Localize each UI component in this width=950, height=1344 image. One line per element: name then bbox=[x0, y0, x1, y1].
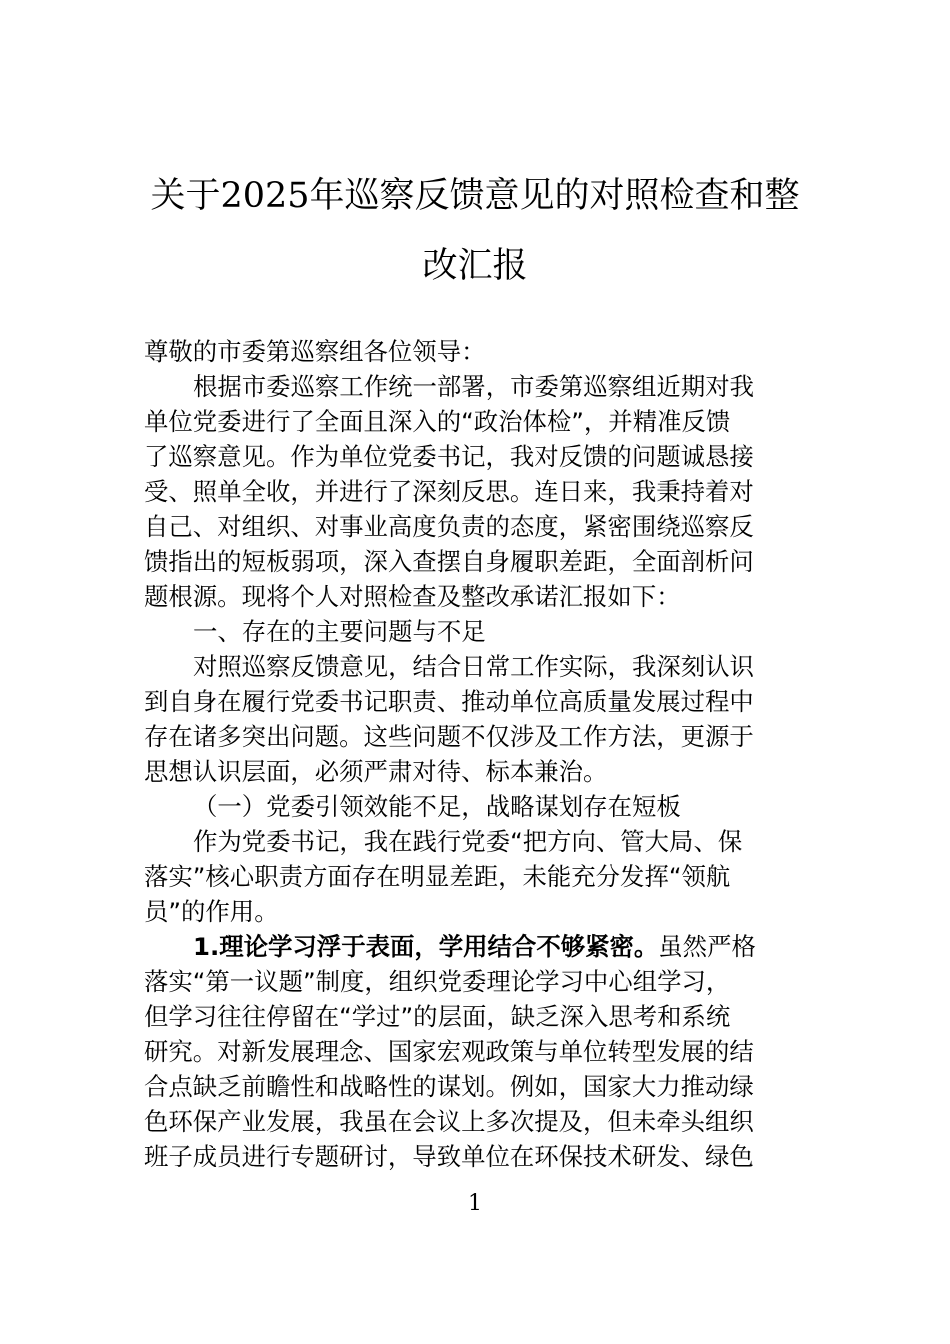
document-title-line-2: 改汇报 bbox=[422, 246, 528, 286]
salutation: 尊敬的市委第巡察组各位领导： bbox=[144, 337, 486, 366]
item-text: 虽然严格 bbox=[658, 932, 756, 961]
paragraph-line: 了巡察意见。作为单位党委书记，我对反馈的问题诚恳接 bbox=[144, 442, 754, 471]
paragraph-line: 自己、对组织、对事业高度负责的态度，紧密围绕巡察反 bbox=[144, 512, 754, 541]
paragraph-line: 对照巡察反馈意见，结合日常工作实际，我深刻认识 bbox=[193, 652, 754, 681]
paragraph-line: 合点缺乏前瞻性和战略性的谋划。例如，国家大力推动绿 bbox=[144, 1072, 754, 1101]
page-number: 1 bbox=[468, 1191, 482, 1216]
item-heading: 1.理论学习浮于表面，学用结合不够紧密。 bbox=[193, 932, 659, 961]
subsection-heading: （一）党委引领效能不足，战略谋划存在短板 bbox=[193, 792, 681, 821]
paragraph-line: 馈指出的短板弱项，深入查摆自身履职差距，全面剖析问 bbox=[144, 547, 754, 576]
paragraph-line: 色环保产业发展，我虽在会议上多次提及，但未牵头组织 bbox=[144, 1107, 754, 1136]
document-body bbox=[144, 334, 814, 1174]
paragraph-line: 作为党委书记，我在践行党委“把方向、管大局、保 bbox=[193, 827, 743, 856]
paragraph-line: 存在诸多突出问题。这些问题不仅涉及工作方法，更源于 bbox=[144, 722, 754, 751]
paragraph-line bbox=[144, 929, 814, 964]
paragraph-line: 员”的作用。 bbox=[144, 897, 279, 926]
paragraph-line: 研究。对新发展理念、国家宏观政策与单位转型发展的结 bbox=[144, 1037, 754, 1066]
paragraph-line: 题根源。现将个人对照检查及整改承诺汇报如下： bbox=[144, 582, 681, 611]
paragraph-line: 但学习往往停留在“学过”的层面，缺乏深入思考和系统 bbox=[144, 1002, 731, 1031]
paragraph-line: 落实“第一议题”制度，组织党委理论学习中心组学习， bbox=[144, 967, 731, 996]
section-heading: 一、存在的主要问题与不足 bbox=[193, 617, 486, 646]
paragraph-line: 根据市委巡察工作统一部署，市委第巡察组近期对我 bbox=[193, 372, 754, 401]
paragraph-line: 受、照单全收，并进行了深刻反思。连日来，我秉持着对 bbox=[144, 477, 754, 506]
paragraph-line: 到自身在履行党委书记职责、推动单位高质量发展过程中 bbox=[144, 687, 754, 716]
paragraph-line: 单位党委进行了全面且深入的“政治体检”，并精准反馈 bbox=[144, 407, 731, 436]
paragraph-line: 落实”核心职责方面存在明显差距，未能充分发挥“领航 bbox=[144, 862, 731, 891]
paragraph-line: 班子成员进行专题研讨，导致单位在环保技术研发、绿色 bbox=[144, 1142, 754, 1171]
paragraph-line: 思想认识层面，必须严肃对待、标本兼治。 bbox=[144, 757, 608, 786]
document-title-line-1: 关于2025年巡察反馈意见的对照检查和整 bbox=[150, 176, 800, 216]
